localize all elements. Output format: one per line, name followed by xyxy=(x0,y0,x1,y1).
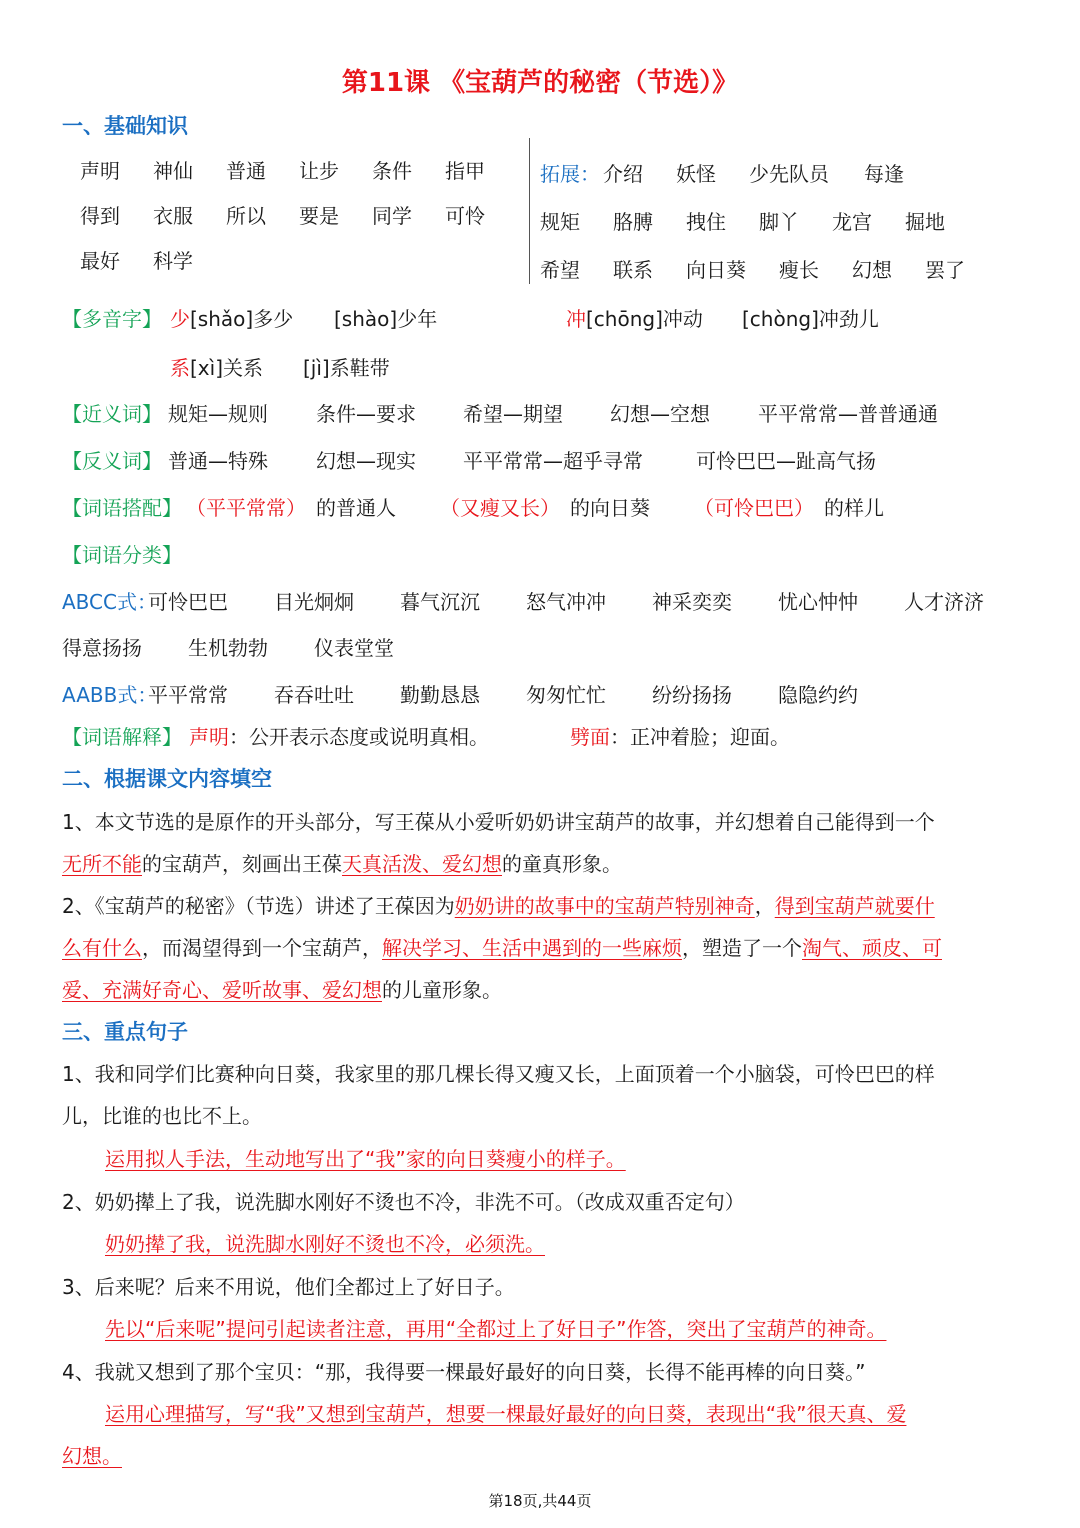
question-text: 的宝葫芦，刻画出王葆 xyxy=(142,852,342,876)
word: 最好 xyxy=(80,249,120,273)
word: 瘦长 xyxy=(779,258,819,282)
word: 脚丫 xyxy=(759,210,799,234)
sentence-answer: 运用拟人手法，生动地写出了“我”家的向日葵瘦小的样子。 xyxy=(105,1147,626,1171)
sentence-text: 3、后来呢？后来不用说，他们全都过上了好日子。 xyxy=(62,1275,515,1299)
abcc-word: 怒气冲冲 xyxy=(526,590,606,614)
sentence-answer: 奶奶撵了我，说洗脚水刚好不烫也不冷，必须洗。 xyxy=(105,1232,545,1256)
word: 所以 xyxy=(226,204,266,228)
abcc-label: ABCC式： xyxy=(62,590,157,614)
answer: 淘气、顽皮、可 xyxy=(802,936,942,960)
synonym-pair: 平平常常—普普通通 xyxy=(758,402,938,426)
page-title: 第11课 《宝葫芦的秘密（节选）》 xyxy=(341,68,739,98)
polyphone-reading: [chòng]冲劲儿 xyxy=(742,307,879,331)
abcc-word: 神采奕奕 xyxy=(652,590,732,614)
abcc-word: 人才济济 xyxy=(904,590,984,614)
synonym-pair: 规矩—规则 xyxy=(168,402,268,426)
word: 科学 xyxy=(153,249,193,273)
word: 胳膊 xyxy=(613,210,653,234)
question-text: ， xyxy=(754,894,775,918)
answer: 得到宝葫芦就要什 xyxy=(774,894,935,918)
sentence-answer: 幻想。 xyxy=(62,1444,122,1468)
explanation-word: 声明 xyxy=(189,725,229,749)
sentence-answer: 先以“后来呢”提问引起读者注意，再用“全都过上了好日子”作答，突出了宝葫芦的神奇。 xyxy=(105,1317,887,1341)
collocation-text: 的向日葵 xyxy=(570,496,650,520)
polyphone-reading: [shào]少年 xyxy=(334,307,438,331)
section-heading-sentences: 三、重点句子 xyxy=(62,1020,188,1044)
polyphone-char: 系 xyxy=(170,356,190,380)
word: 希望 xyxy=(540,258,580,282)
word: 规矩 xyxy=(540,210,580,234)
collocation-answer: （又瘦又长） xyxy=(440,496,560,520)
word: 普通 xyxy=(226,159,266,183)
question-text-line xyxy=(62,890,935,919)
question-text-line xyxy=(62,932,942,961)
aabb-word: 纷纷扬扬 xyxy=(652,683,732,707)
question-text: 1、本文节选的是原作的开头部分，写王葆从小爱听奶奶讲宝葫芦的故事，并幻想着自己能得到一个 xyxy=(62,810,935,834)
abcc-word: 可怜巴巴 xyxy=(148,590,228,614)
abcc-word: 暮气沉沉 xyxy=(400,590,480,614)
question-text: ，塑造了一个 xyxy=(682,936,802,960)
aabb-word: 勤勤恳恳 xyxy=(400,683,480,707)
word: 幻想 xyxy=(852,258,892,282)
answer: 解决学习、生活中遇到的一些麻烦 xyxy=(382,936,682,960)
word: 妖怪 xyxy=(676,162,716,186)
page-number: 第18页,共44页 xyxy=(488,1492,592,1510)
abcc-word: 目光炯炯 xyxy=(274,590,354,614)
column-divider xyxy=(529,138,530,284)
word: 可怜 xyxy=(445,204,485,228)
polyphone-char: 冲 xyxy=(566,307,586,331)
question-text: ，而渴望得到一个宝葫芦， xyxy=(142,936,382,960)
word: 得到 xyxy=(80,204,120,228)
antonym-pair: 普通—特殊 xyxy=(168,449,268,473)
word: 指甲 xyxy=(445,159,485,183)
extend-label: 拓展： xyxy=(540,162,600,186)
answer: 天真活泼、爱幻想 xyxy=(342,852,502,876)
collocation-answer: （可怜巴巴） xyxy=(694,496,814,520)
word: 少先队员 xyxy=(749,162,829,186)
word: 衣服 xyxy=(153,204,193,228)
section-heading-basic: 一、基础知识 xyxy=(62,114,188,138)
polyphone-label xyxy=(62,303,162,332)
word: 罢了 xyxy=(925,258,965,282)
synonym-label: 【近义词】 xyxy=(62,402,162,426)
word: 声明 xyxy=(80,159,120,183)
word: 掘地 xyxy=(905,210,945,234)
sentence-text: 2、奶奶撵上了我，说洗脚水刚好不烫也不冷，非洗不可。（改成双重否定句） xyxy=(62,1190,745,1214)
polyphone-reading: [jì]系鞋带 xyxy=(303,356,390,380)
collocation-answer: （平平常常） xyxy=(186,496,306,520)
antonym-pair: 可怜巴巴—趾高气扬 xyxy=(696,449,876,473)
word: 条件 xyxy=(372,159,412,183)
synonym-pair: 条件—要求 xyxy=(316,402,416,426)
question-text: 2、《宝葫芦的秘密》（节选）讲述了王葆因为 xyxy=(62,894,455,918)
polyphone-label-text: 【多音字】 xyxy=(62,307,162,331)
synonym-pair: 希望—期望 xyxy=(463,402,563,426)
sentence-text: 1、我和同学们比赛种向日葵，我家里的那几棵长得又瘦又长，上面顶着一个小脑袋，可怜巴巴的样 xyxy=(62,1062,935,1086)
classification-label: 【词语分类】 xyxy=(62,543,182,567)
word: 联系 xyxy=(613,258,653,282)
sentence-answer: 运用心理描写，写“我”又想到宝葫芦，想要一棵最好最好的向日葵，表现出“我”很天真、爱 xyxy=(105,1402,907,1426)
aabb-word: 隐隐约约 xyxy=(778,683,858,707)
explanation-word: 劈面 xyxy=(570,725,610,749)
polyphone-reading: [chōng]冲动 xyxy=(586,307,703,331)
collocation-label: 【词语搭配】 xyxy=(62,496,182,520)
antonym-pair: 平平常常—超乎寻常 xyxy=(463,449,643,473)
explanation-definition: ：公开表示态度或说明真相。 xyxy=(229,725,489,749)
aabb-word: 平平常常 xyxy=(148,683,228,707)
aabb-label: AABB式： xyxy=(62,683,158,707)
sentence-text: 儿，比谁的也比不上。 xyxy=(62,1104,262,1128)
word: 向日葵 xyxy=(686,258,746,282)
explanation-definition: ：正冲着脸；迎面。 xyxy=(610,725,790,749)
word: 拽住 xyxy=(686,210,726,234)
abcc-word: 生机勃勃 xyxy=(188,636,268,660)
abcc-word: 仪表堂堂 xyxy=(314,636,394,660)
word: 同学 xyxy=(372,204,412,228)
polyphone-reading: [shǎo]多少 xyxy=(190,307,294,331)
collocation-text: 的普通人 xyxy=(316,496,396,520)
abcc-word: 忧心忡忡 xyxy=(778,590,858,614)
sentence-text: 4、我就又想到了那个宝贝：“那，我得要一棵最好最好的向日葵，长得不能再棒的向日葵。” xyxy=(62,1360,866,1384)
aabb-word: 吞吞吐吐 xyxy=(274,683,354,707)
collocation-text: 的样儿 xyxy=(824,496,884,520)
word: 神仙 xyxy=(153,159,193,183)
word: 要是 xyxy=(299,204,339,228)
explanation-label: 【词语解释】 xyxy=(62,725,182,749)
antonym-label: 【反义词】 xyxy=(62,449,162,473)
question-text: 的童真形象。 xyxy=(502,852,622,876)
polyphone-char: 少 xyxy=(170,307,190,331)
question-text: 的儿童形象。 xyxy=(382,978,502,1002)
answer: 么有什么 xyxy=(62,936,142,960)
answer: 无所不能 xyxy=(62,852,142,876)
word: 龙宫 xyxy=(832,210,872,234)
section-heading-fill: 二、根据课文内容填空 xyxy=(62,767,272,791)
polyphone-reading: [xì]关系 xyxy=(190,356,263,380)
question-text-line xyxy=(62,848,622,877)
word: 让步 xyxy=(299,159,339,183)
abcc-word: 得意扬扬 xyxy=(62,636,142,660)
word: 介绍 xyxy=(603,162,643,186)
question-text-line xyxy=(62,974,502,1003)
antonym-pair: 幻想—现实 xyxy=(316,449,416,473)
answer: 爱、充满好奇心、爱听故事、爱幻想 xyxy=(62,978,382,1002)
word: 每逢 xyxy=(864,162,904,186)
answer: 奶奶讲的故事中的宝葫芦特别神奇 xyxy=(454,894,755,918)
aabb-word: 匆匆忙忙 xyxy=(526,683,606,707)
synonym-pair: 幻想—空想 xyxy=(610,402,710,426)
